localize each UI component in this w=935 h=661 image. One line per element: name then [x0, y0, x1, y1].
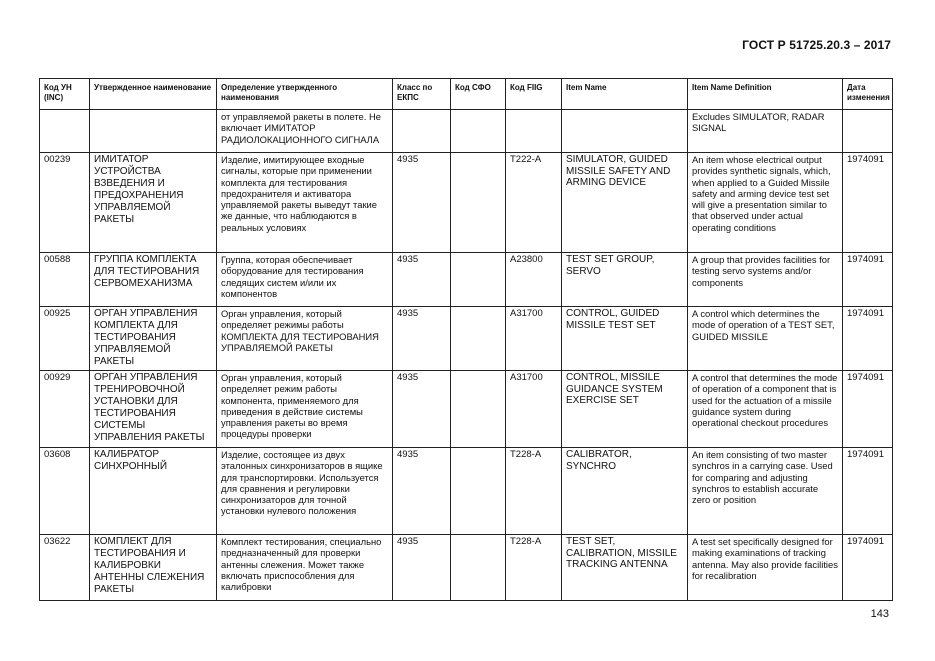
col-header-sfo-code: Код СФО — [451, 79, 506, 110]
cell-definition: Комплект тестирования, специально предназначенный для проверки антенны слежения. Может также включать приспособления для калибровки — [217, 535, 393, 601]
cell-item-name: CONTROL, GUIDED MISSILE TEST SET — [562, 307, 688, 371]
cell-item-definition: A group that provides facilities for testing servo systems and/or components — [688, 253, 843, 307]
cell-inc: 00239 — [40, 153, 90, 253]
cell-inc: 00929 — [40, 371, 90, 448]
cell-inc: 00588 — [40, 253, 90, 307]
cell-item-name — [562, 110, 688, 153]
table-header-row — [40, 79, 893, 110]
cell-date: 1974091 — [843, 153, 893, 253]
cell-fsc: 4935 — [393, 535, 451, 601]
cell-item-name: CONTROL, MISSILE GUIDANCE SYSTEM EXERCISE SET — [562, 371, 688, 448]
cell-sfo — [451, 448, 506, 535]
col-header-change-date: Дата изменения — [843, 79, 893, 110]
col-header-item-name: Item Name — [562, 79, 688, 110]
cell-definition: Орган управления, который определяет режим работы компонента, применяемого для приведения в действие системы управления ракеты во время процедуры проверки — [217, 371, 393, 448]
cell-item-definition: An item whose electrical output provides synthetic signals, which, when applied to a Guided Missile safety and arming device test set will give a presentation similar to that observed under actual operating conditions — [688, 153, 843, 253]
cell-definition: от управляемой ракеты в полете. Не включает ИМИТАТОР РАДИОЛОКАЦИОННОГО СИГНАЛА — [217, 110, 393, 153]
cell-inc — [40, 110, 90, 153]
table-row — [40, 307, 893, 371]
cell-sfo — [451, 535, 506, 601]
table-row — [40, 110, 893, 153]
cell-definition: Изделие, состоящее из двух эталонных синхронизаторов в ящике для транспортировки. Используется для сравнения и регулировки синхронизаторов для точной установки нулевого положения — [217, 448, 393, 535]
cell-fiig: A23800 — [506, 253, 562, 307]
cell-item-name: CALIBRATOR, SYNCHRO — [562, 448, 688, 535]
cell-item-name: TEST SET, CALIBRATION, MISSILE TRACKING ANTENNA — [562, 535, 688, 601]
col-header-inc: Код УН (INC) — [40, 79, 90, 110]
col-header-fiig-code: Код FIIG — [506, 79, 562, 110]
cell-fiig: A31700 — [506, 307, 562, 371]
cell-approved-name: ГРУППА КОМПЛЕКТА ДЛЯ ТЕСТИРОВАНИЯ СЕРВОМЕХАНИЗМА — [90, 253, 217, 307]
cell-fsc: 4935 — [393, 307, 451, 371]
cell-approved-name: КАЛИБРАТОР СИНХРОННЫЙ — [90, 448, 217, 535]
page-number: 143 — [870, 608, 889, 620]
document-title: ГОСТ Р 51725.20.3 – 2017 — [742, 38, 891, 52]
table-row — [40, 153, 893, 253]
cell-approved-name: ИМИТАТОР УСТРОЙСТВА ВЗВЕДЕНИЯ И ПРЕДОХРАНЕНИЯ УПРАВЛЯЕМОЙ РАКЕТЫ — [90, 153, 217, 253]
cell-item-definition: An item consisting of two master synchros in a carrying case. Used for comparing and adjusting synchros to establish accurate zero or position — [688, 448, 843, 535]
catalog-table — [39, 78, 893, 601]
cell-fsc: 4935 — [393, 253, 451, 307]
col-header-item-name-definition: Item Name Definition — [688, 79, 843, 110]
col-header-definition: Определение утвержденного наименования — [217, 79, 393, 110]
cell-fiig: T228-A — [506, 448, 562, 535]
cell-date: 1974091 — [843, 535, 893, 601]
cell-date — [843, 110, 893, 153]
cell-fsc: 4935 — [393, 371, 451, 448]
cell-fiig — [506, 110, 562, 153]
cell-inc: 03608 — [40, 448, 90, 535]
cell-approved-name: КОМПЛЕКТ ДЛЯ ТЕСТИРОВАНИЯ И КАЛИБРОВКИ АНТЕННЫ СЛЕЖЕНИЯ РАКЕТЫ — [90, 535, 217, 601]
cell-date: 1974091 — [843, 253, 893, 307]
cell-fsc — [393, 110, 451, 153]
col-header-fsc-class: Класс по ЕКПС — [393, 79, 451, 110]
cell-sfo — [451, 110, 506, 153]
cell-sfo — [451, 153, 506, 253]
cell-sfo — [451, 371, 506, 448]
cell-item-definition: A control that determines the mode of operation of a component that is used for the actuation of a missile guidance system during operational checkout procedures — [688, 371, 843, 448]
table-row — [40, 371, 893, 448]
table-row — [40, 253, 893, 307]
cell-item-definition: A test set specifically designed for making examinations of tracking antenna. May also provide facilities for recalibration — [688, 535, 843, 601]
cell-sfo — [451, 253, 506, 307]
cell-definition: Орган управления, который определяет режимы работы КОМПЛЕКТА ДЛЯ ТЕСТИРОВАНИЯ УПРАВЛЯЕМОЙ РАКЕТЫ — [217, 307, 393, 371]
cell-date: 1974091 — [843, 371, 893, 448]
cell-definition: Группа, которая обеспечивает оборудование для тестирования следящих систем и/или их компонентов — [217, 253, 393, 307]
table-row — [40, 535, 893, 601]
cell-sfo — [451, 307, 506, 371]
cell-inc: 03622 — [40, 535, 90, 601]
table-row — [40, 448, 893, 535]
cell-item-name: SIMULATOR, GUIDED MISSILE SAFETY AND ARMING DEVICE — [562, 153, 688, 253]
cell-date: 1974091 — [843, 307, 893, 371]
cell-item-definition: Excludes SIMULATOR, RADAR SIGNAL — [688, 110, 843, 153]
cell-item-name: TEST SET GROUP, SERVO — [562, 253, 688, 307]
cell-approved-name: ОРГАН УПРАВЛЕНИЯ ТРЕНИРОВОЧНОЙ УСТАНОВКИ ДЛЯ ТЕСТИРОВАНИЯ СИСТЕМЫ УПРАВЛЕНИЯ РАКЕТЫ — [90, 371, 217, 448]
cell-inc: 00925 — [40, 307, 90, 371]
cell-approved-name — [90, 110, 217, 153]
cell-approved-name: ОРГАН УПРАВЛЕНИЯ КОМПЛЕКТА ДЛЯ ТЕСТИРОВАНИЯ УПРАВЛЯЕМОЙ РАКЕТЫ — [90, 307, 217, 371]
col-header-approved-name: Утвержденное наименование — [90, 79, 217, 110]
cell-fiig: T228-A — [506, 535, 562, 601]
cell-item-definition: A control which determines the mode of operation of a TEST SET, GUIDED MISSILE — [688, 307, 843, 371]
cell-fsc: 4935 — [393, 448, 451, 535]
cell-fiig: T222-A — [506, 153, 562, 253]
cell-fiig: A31700 — [506, 371, 562, 448]
cell-definition: Изделие, имитирующее входные сигналы, которые при применении комплекта для тестирования предохранителя и активатора управляемой ракеты выведут такие же данные, что наблюдаются в реальных условиях — [217, 153, 393, 253]
cell-fsc: 4935 — [393, 153, 451, 253]
cell-date: 1974091 — [843, 448, 893, 535]
